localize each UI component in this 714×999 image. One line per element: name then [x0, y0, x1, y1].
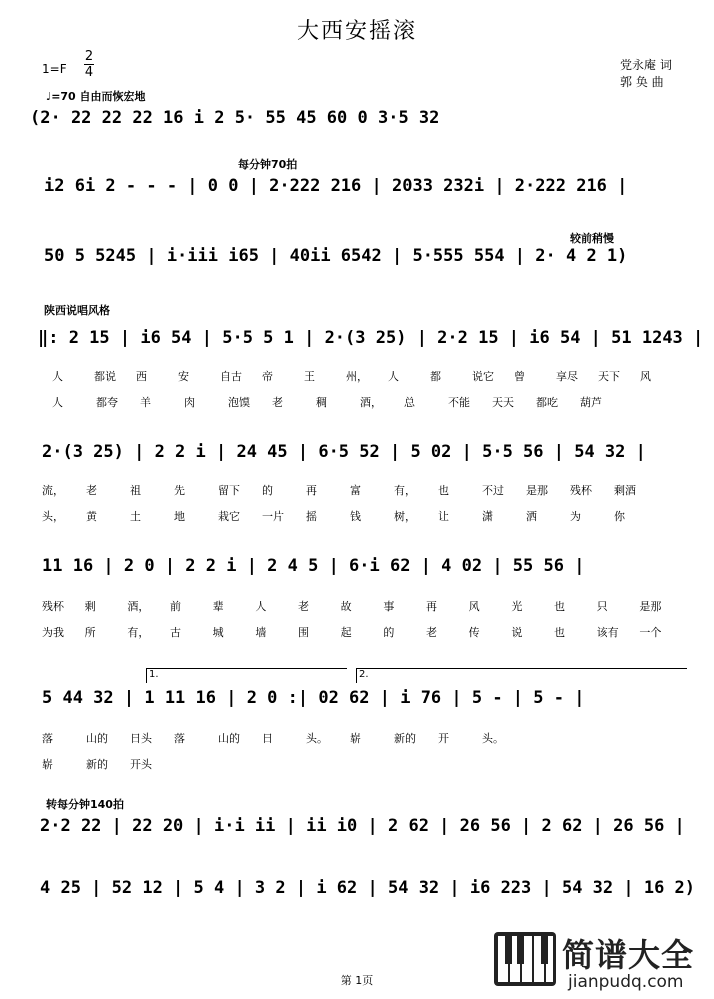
lyric-syllable: 也: [554, 600, 565, 613]
lyric-syllable: 新的: [394, 732, 416, 745]
lyric-syllable: 围: [298, 626, 309, 639]
key-label: 1=F: [42, 62, 67, 76]
notes-row-3: 50 5 5245 | i·iii i65 | 40ii 6542 | 5·555 554 | 2· 4 2 1): [44, 246, 628, 266]
composer-credit: 郭 奂 曲: [620, 75, 664, 89]
lyric-syllable: 老: [86, 484, 97, 497]
volta-2: [356, 668, 687, 683]
volta-1: [146, 668, 347, 683]
lyric-syllable: 辈: [212, 600, 224, 613]
lyric-syllable: 栽它: [218, 510, 240, 523]
lyric-syllable: 树，: [394, 510, 416, 523]
lyric-syllable: 城: [212, 626, 224, 639]
lyric-syllable: 老: [272, 396, 283, 409]
lyric-syllable: 不能: [448, 396, 470, 409]
lyric-syllable: 富: [350, 484, 361, 497]
staff-row-9: [0, 878, 714, 906]
lyric-syllable: 残杯: [42, 600, 64, 613]
lyric-syllable: 为我: [42, 626, 64, 639]
lyric-syllable: 再: [306, 484, 317, 497]
lyric-syllable: 西: [136, 370, 147, 383]
lyric-syllable: 剩: [84, 600, 96, 613]
logo-name: 简谱大全: [562, 936, 695, 974]
lyric-syllable: 王: [304, 370, 315, 383]
logo-url: jianpudq.com: [568, 972, 684, 992]
lyric-syllable: 山的: [218, 732, 240, 745]
lyric-syllable: 古: [170, 626, 181, 639]
lyric-syllable: 钱: [350, 510, 361, 523]
lyric-syllable: 开: [438, 732, 449, 745]
notes-row-4: ‖: 2 15 | i6 54 | 5·5 5 1 | 2·(3 25) | 2·2 15 | i6 54 | 51 1243 |: [38, 328, 704, 348]
lyric-syllable: 酒，: [360, 396, 382, 409]
lyric-syllable: 是那: [639, 600, 662, 613]
lyric-syllable: 羊: [140, 396, 151, 409]
notes-row-9: 4 25 | 52 12 | 5 4 | 3 2 | i 62 | 54 32 | i6 223 | 54 32 | 16 2): [40, 878, 696, 898]
lyric-syllable: 有，: [394, 484, 416, 497]
lyric-syllable: 是那: [526, 484, 548, 497]
page-title: 大西安摇滚: [296, 19, 417, 44]
tempo-70: 每分钟70拍: [238, 158, 298, 171]
lyric-syllable: 人: [388, 370, 399, 383]
lyric-syllable: 葫芦: [580, 396, 602, 409]
tempo-faster: 较前稍慢: [570, 232, 614, 245]
notes-row-5: 2·(3 25) | 2 2 i | 24 45 | 6·5 52 | 5 02 | 5·5 56 | 54 32 |: [42, 442, 646, 462]
lyric-syllable: 你: [614, 510, 625, 523]
lyric-syllable: 州，: [346, 370, 368, 383]
notes-row-6: 11 16 | 2 0 | 2 2 i | 2 4 5 | 6·i 62 | 4 02 | 55 56 |: [42, 556, 585, 576]
lyric-syllable: 地: [174, 510, 185, 523]
lyric-syllable: 剩酒: [614, 484, 636, 497]
lyric-syllable: 头，: [42, 510, 64, 523]
lyric-syllable: 土: [130, 510, 141, 523]
style-note: 陕西说唱风格: [44, 304, 110, 317]
lyric-syllable: 前: [170, 600, 181, 613]
lyric-syllable: 的: [383, 626, 395, 639]
lyric-syllable: 让: [438, 510, 449, 523]
lyric-syllable: 曾: [514, 370, 525, 383]
lyric-syllable: 有，: [127, 626, 150, 639]
lyric-syllable: 头。: [306, 732, 328, 745]
lyric-syllable: 老: [426, 626, 437, 639]
lyric-syllable: 都: [430, 370, 441, 383]
lyric-syllable: 留下: [218, 484, 240, 497]
lyric-syllable: 享尽: [556, 370, 578, 383]
lyric-syllable: 流，: [42, 484, 64, 497]
volta-1-label: 1.: [149, 669, 159, 680]
notes-row-7: 5 44 32 | 1 11 16 | 2 0 :| 02 62 | i 76 | 5 - | 5 - |: [42, 688, 585, 708]
lyric-syllable: 老: [298, 600, 309, 613]
lyric-syllable: 只: [596, 600, 608, 613]
lyric-syllable: 头。: [482, 732, 504, 745]
lyric-syllable: 日头: [130, 732, 152, 745]
lyric-syllable: 新的: [86, 758, 108, 771]
site-logo: [492, 928, 714, 999]
staff-row-7: [0, 688, 714, 716]
lyric-syllable: 也: [554, 626, 565, 639]
lyric-syllable: 洒: [526, 510, 537, 523]
lyric-syllable: 风: [640, 370, 651, 383]
lyric-syllable: 也: [438, 484, 449, 497]
lyric-syllable: 山的: [86, 732, 108, 745]
staff-row-3: [0, 246, 714, 274]
lyric-syllable: 的: [262, 484, 273, 497]
notes-row-8: 2·2 22 | 22 20 | i·i ii | ii i0 | 2 62 | 26 56 | 2 62 | 26 56 |: [40, 816, 685, 836]
lyric-syllable: 开头: [130, 758, 152, 771]
staff-row-5: [0, 442, 714, 470]
lyric-syllable: 传: [468, 626, 480, 639]
lyric-syllable: 墙: [255, 626, 267, 639]
lyric-syllable: 日: [262, 732, 273, 745]
lyric-syllable: 都夸: [96, 396, 118, 409]
notes-row-2: i2 6i 2 - - - | 0 0 | 2·222 216 | 2033 232i | 2·222 216 |: [44, 176, 628, 196]
lyric-syllable: 风: [468, 600, 480, 613]
lyric-syllable: 天天: [492, 396, 514, 409]
staff-row-6: [0, 556, 714, 584]
lyric-syllable: 都说: [94, 370, 116, 383]
notes-row-1: (2· 22 22 22 16 i 2 5· 55 45 60 0 3·5 32: [30, 108, 440, 128]
lyric-syllable: 落: [174, 732, 185, 745]
staff-row-2: [0, 176, 714, 204]
lyric-syllable: 人: [52, 396, 63, 409]
lyric-syllable: 泡馍: [228, 396, 250, 409]
key-signature: [42, 62, 67, 76]
lyric-syllable: 人: [255, 600, 267, 613]
staff-row-8: [0, 816, 714, 844]
lyric-syllable: 起: [340, 626, 352, 639]
lyric-syllable: 残杯: [570, 484, 592, 497]
lyric-syllable: 摇: [306, 510, 317, 523]
lyric-syllable: 肉: [184, 396, 195, 409]
lyric-syllable: 总: [404, 396, 415, 409]
lyric-syllable: 一片: [262, 510, 284, 523]
lyric-syllable: 黄: [86, 510, 97, 523]
lyric-syllable: 落: [42, 732, 53, 745]
lyric-syllable: 帝: [262, 370, 273, 383]
lyricist-credit: 党永庵 词: [620, 58, 672, 72]
piano-keys-icon: [492, 928, 558, 988]
lyric-syllable: 潇: [482, 510, 493, 523]
time-sig-top: 2: [84, 49, 94, 64]
page-number: 第 1页: [340, 974, 374, 987]
lyric-syllable: 说它: [472, 370, 494, 383]
lyric-syllable: 自古: [220, 370, 242, 383]
lyric-syllable: 光: [511, 600, 523, 613]
lyric-syllable: 该有: [596, 626, 619, 639]
lyric-syllable: 崭: [350, 732, 361, 745]
lyric-syllable: 再: [426, 600, 437, 613]
lyric-syllable: 崭: [42, 758, 53, 771]
time-signature: [84, 50, 94, 79]
lyric-syllable: 都吃: [536, 396, 558, 409]
tempo-140: 转每分钟140拍: [46, 798, 124, 811]
time-sig-bottom: 4: [84, 65, 94, 80]
lyric-syllable: 酒，: [127, 600, 150, 613]
lyric-syllable: 天下: [598, 370, 620, 383]
lyric-syllable: 先: [174, 484, 185, 497]
lyric-syllable: 祖: [130, 484, 141, 497]
lyric-syllable: 为: [570, 510, 581, 523]
lyric-syllable: 说: [511, 626, 523, 639]
lyric-syllable: 一个: [639, 626, 662, 639]
lyric-syllable: 人: [52, 370, 63, 383]
tempo-intro: ♩=70 自由而恢宏地: [46, 90, 146, 103]
volta-2-label: 2.: [359, 669, 369, 680]
staff-row-1: [0, 108, 714, 136]
staff-row-4: [0, 328, 714, 356]
lyric-syllable: 事: [383, 600, 395, 613]
lyric-syllable: 安: [178, 370, 189, 383]
lyric-syllable: 故: [340, 600, 352, 613]
lyric-syllable: 不过: [482, 484, 504, 497]
lyric-syllable: 所: [84, 626, 96, 639]
lyric-syllable: 稠: [316, 396, 327, 409]
